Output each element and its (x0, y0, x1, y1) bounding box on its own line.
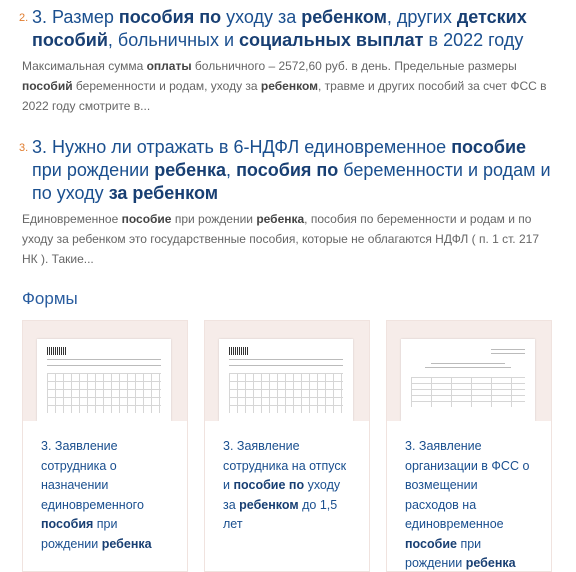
form-thumbnail (23, 321, 187, 421)
text-fragment: 3. Нужно ли отражать в 6-НДФЛ единовременное (32, 137, 452, 157)
text-fragment: , больничных и (107, 30, 240, 50)
text-fragment: больничного – 2572,60 руб. в день. Предельные размеры (191, 59, 517, 73)
text-fragment: 3. Заявление организации в ФСС о возмещении расходов на единовременное (405, 439, 530, 531)
form-thumbnail (205, 321, 369, 421)
text-fragment: 3. Заявление сотрудника на отпуск и (223, 439, 347, 492)
highlighted-term: ребенка (154, 160, 227, 180)
highlighted-term: детских пособий (32, 7, 527, 50)
result-snippet (22, 209, 552, 269)
highlighted-term: пособие (121, 212, 172, 226)
form-card[interactable] (22, 320, 188, 572)
text-fragment: беременности и родам и по уходу (32, 160, 551, 203)
text-fragment: , травме и других пособий за счет ФСС в 2022 году смотрите в... (22, 79, 547, 113)
highlighted-term: ребенком (260, 79, 318, 93)
text-fragment: , других (386, 7, 457, 27)
result-title-link[interactable] (22, 136, 552, 205)
highlighted-term: ребенком (301, 7, 387, 27)
highlighted-term: ребенка (101, 536, 152, 551)
highlighted-term: пособий (22, 79, 73, 93)
highlighted-term: пособие по (233, 478, 305, 492)
highlighted-term: пособия по (118, 7, 222, 27)
highlighted-term: социальных выплат (239, 30, 424, 50)
text-fragment: при рождении (171, 212, 257, 226)
form-card[interactable] (386, 320, 552, 572)
result-number: 2. (19, 12, 29, 24)
highlighted-term: ребенка (256, 212, 305, 226)
text-fragment: уходу за (221, 7, 302, 27)
text-fragment: в 2022 году (423, 30, 524, 50)
form-caption-link[interactable] (387, 421, 551, 572)
highlighted-term: оплаты (146, 59, 192, 73)
text-fragment: 3. Размер (32, 7, 119, 27)
highlighted-term: пособия (41, 517, 94, 531)
text-fragment: , (226, 160, 237, 180)
highlighted-term: ребенком (239, 497, 299, 512)
text-fragment: уходу за (223, 478, 341, 512)
result-snippet (22, 56, 552, 116)
form-caption-link[interactable] (205, 421, 369, 535)
form-thumbnail (387, 321, 551, 421)
result-item (19, 6, 552, 116)
text-fragment: при рождении (41, 517, 118, 551)
forms-heading: Формы (22, 289, 78, 308)
text-fragment: , пособия по беременности и родам и по уходу за ребенком это государственные пособия, которые не облагаются НДФЛ ( п. 1 ст. 217 НК ). Такие... (22, 212, 539, 266)
text-fragment: 3. Заявление сотрудника о назначении единовременного (41, 439, 144, 512)
text-fragment: при рождении (32, 160, 155, 180)
text-fragment: до 1,5 лет (223, 497, 338, 531)
highlighted-term: за ребенком (108, 183, 219, 203)
text-fragment: беременности и родам, уходу за (72, 79, 261, 93)
highlighted-term: ребенка (465, 556, 516, 570)
result-title-link[interactable] (22, 6, 552, 52)
highlighted-term: пособия по (236, 160, 339, 180)
highlighted-term: пособие (451, 137, 527, 157)
text-fragment: Максимальная сумма (22, 59, 147, 73)
form-card[interactable] (204, 320, 370, 572)
result-item (19, 136, 552, 269)
result-number: 3. (19, 142, 29, 154)
highlighted-term: пособие (405, 536, 457, 551)
form-caption-link[interactable] (23, 421, 187, 554)
text-fragment: Единовременное (22, 212, 122, 226)
text-fragment: при рождении (405, 536, 482, 570)
